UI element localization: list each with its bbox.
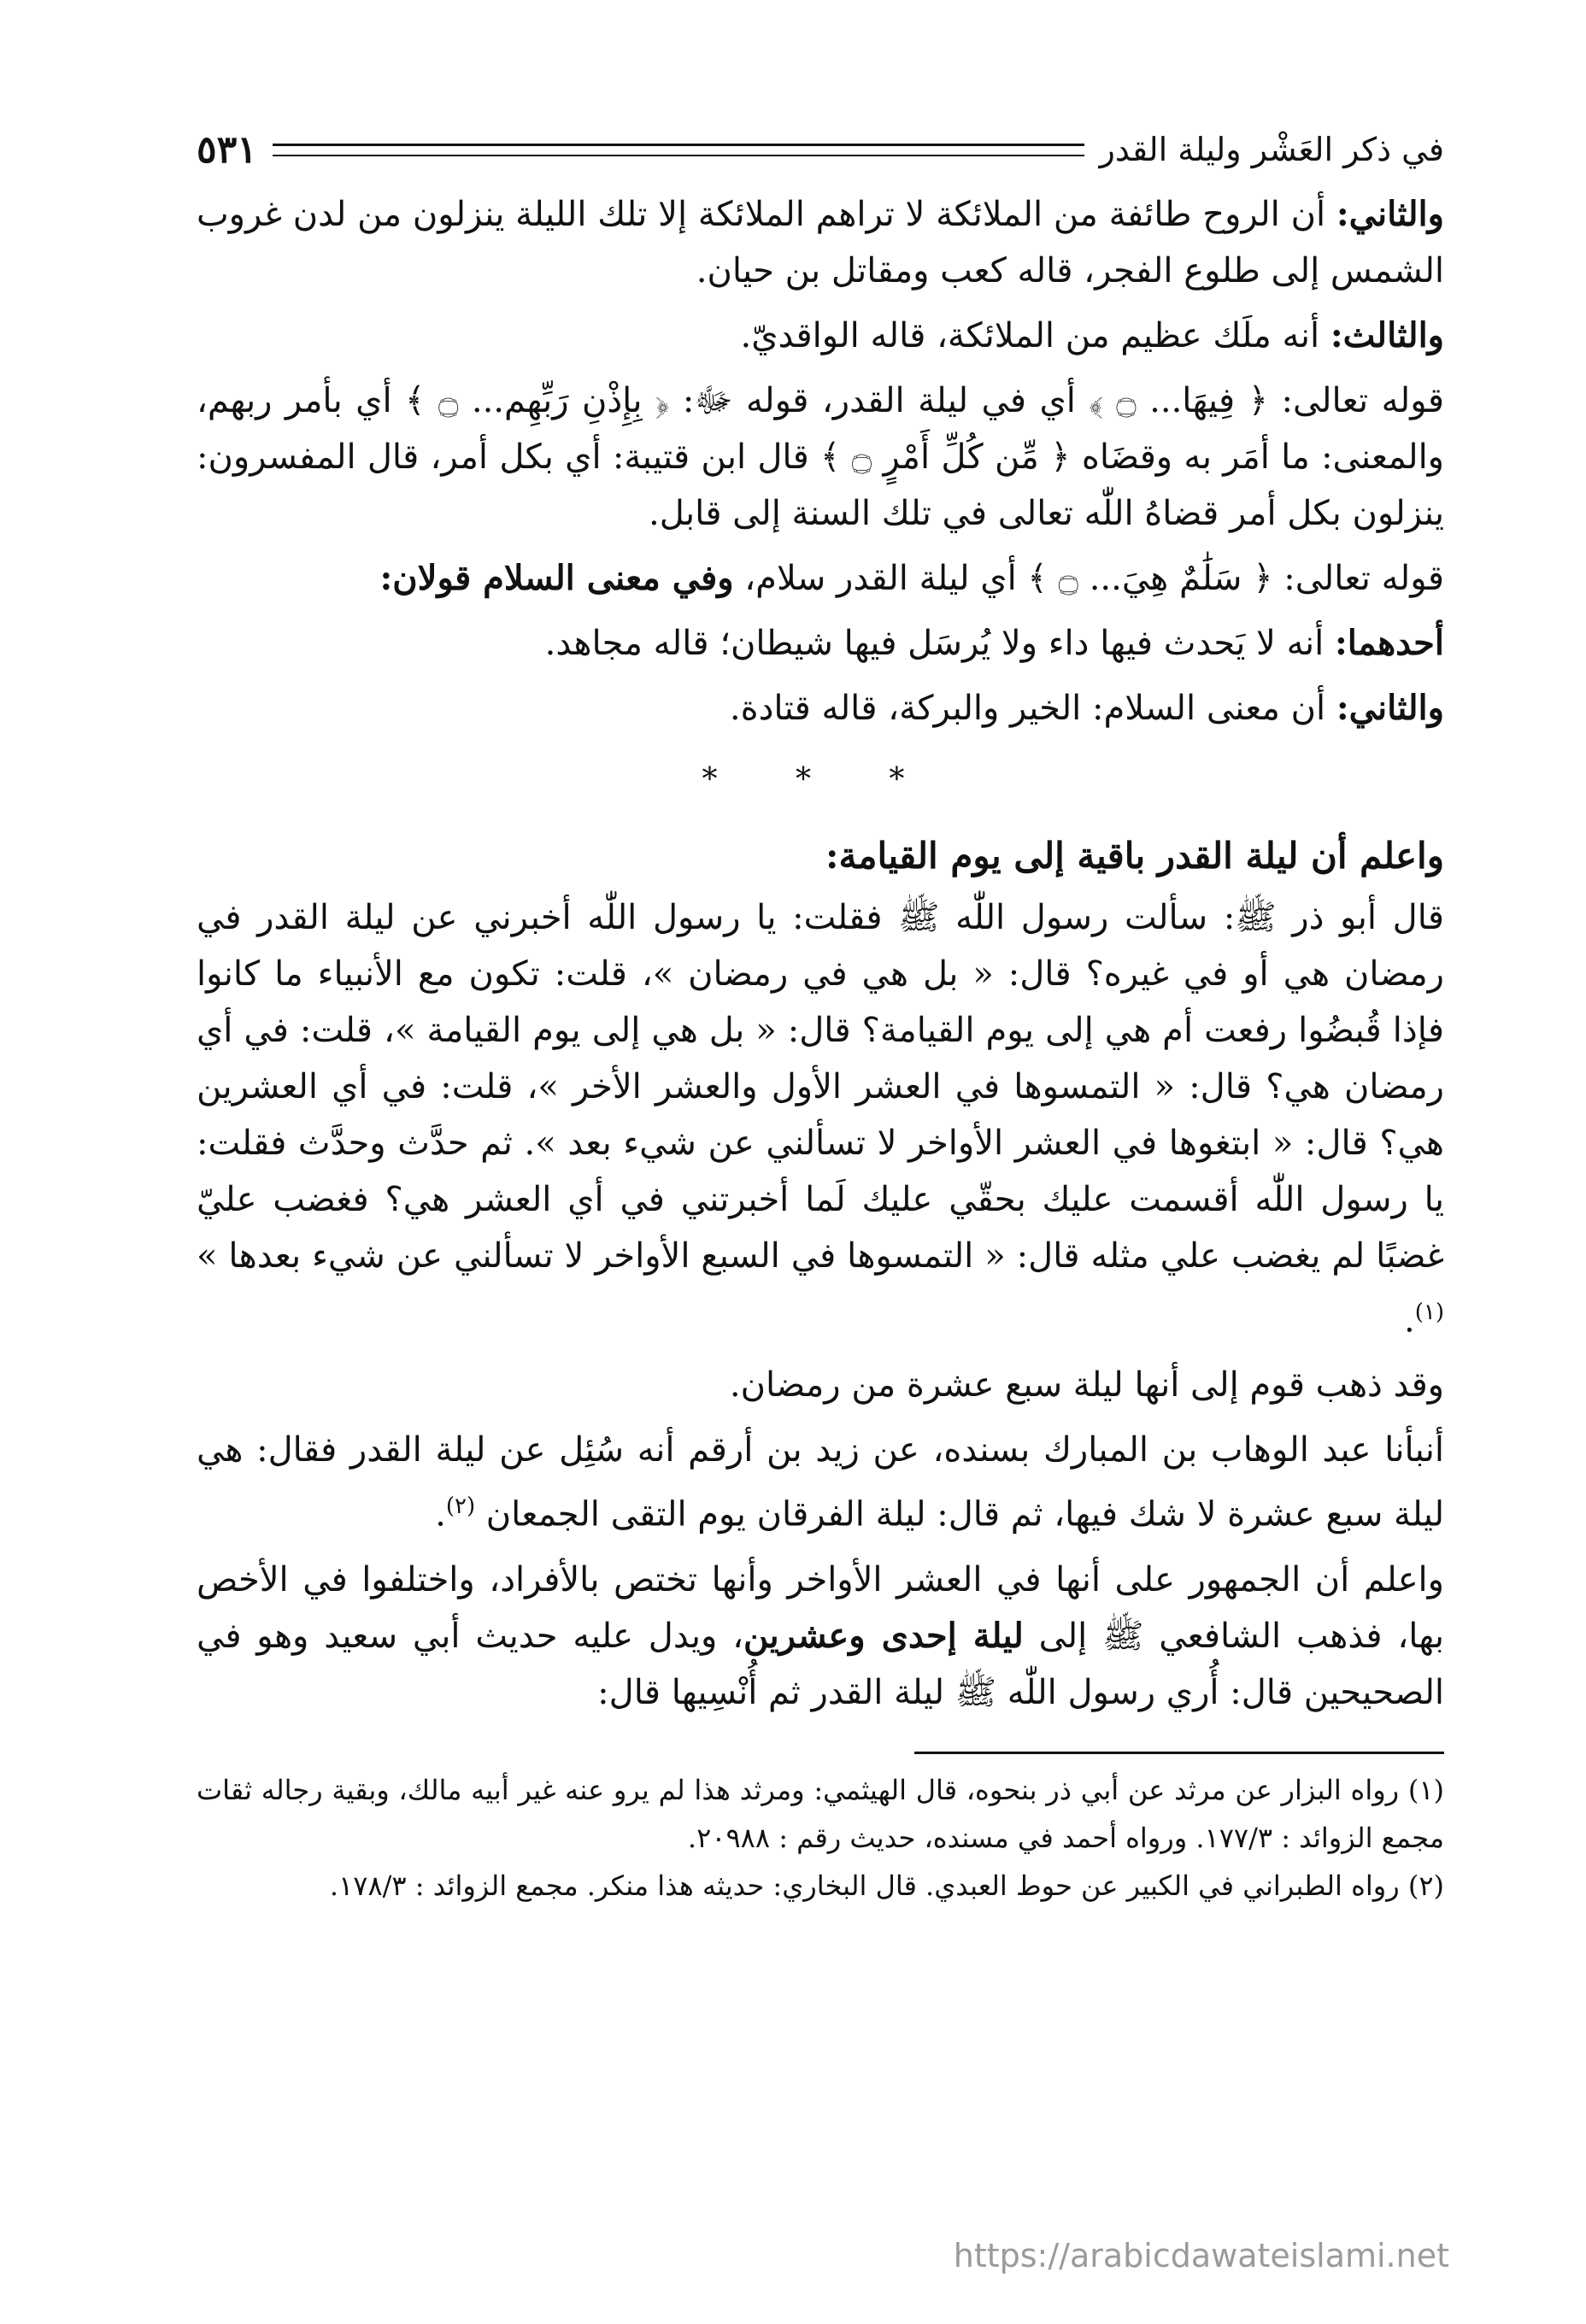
paragraph-seventeenth-night xyxy=(197,1357,1444,1413)
section-heading: واعلم أن ليلة القدر باقية إلى يوم القيامة: xyxy=(825,835,1444,877)
book-page xyxy=(197,120,1444,1910)
paragraph-text: أن معنى السلام: الخير والبركة، قاله قتادة. xyxy=(729,689,1336,728)
footnote-1: (١) رواه البزار عن مرثد عن أبي ذر بنحوه، قال الهيثمي: ومرثد هذا لم يرو عنه غير أبيه مالك، وبقية رجاله ثقات مجمع الزوائد : ١٧٧/٣. ورواه أحمد في مسنده، حديث رقم : ٢٠٩٨٨. xyxy=(197,1773,1444,1854)
paragraph-bold-phrase: ليلة إحدى وعشرين xyxy=(743,1615,1024,1656)
running-title: في ذكر العَشْر وليلة القدر xyxy=(1099,131,1444,168)
paragraph-second-meaning xyxy=(197,680,1444,737)
paragraph-text: أن الروح طائفة من الملائكة لا تراهم الملائكة إلا تلك الليلة ينزلون من لدن غروب الشمس إلى طلوع الفجر، قاله كعب ومقاتل بن حيان. xyxy=(197,195,1444,290)
page-header xyxy=(197,120,1444,179)
paragraph-lead: والثاني: xyxy=(1336,688,1444,728)
paragraph-first-meaning xyxy=(197,615,1444,672)
footnote-rule xyxy=(914,1752,1444,1754)
paragraph-second-view xyxy=(197,186,1444,299)
paragraph-text: واعلم أن الجمهور على أنها في العشر الأواخر وأنها تختص بالأفراد، واختلفوا في الأخص بها، فذهب الشافعي ﷺ إلى xyxy=(197,1559,1445,1656)
paragraph-text: أنه لا يَحدث فيها داء ولا يُرسَل فيها شيطان؛ قاله مجاهد. xyxy=(544,624,1335,663)
paragraph-zaid-narration xyxy=(197,1422,1444,1542)
header-rule xyxy=(273,144,1084,156)
paragraph-majority-view xyxy=(197,1552,1444,1721)
footnote-2: (٢) رواه الطبراني في الكبير عن حوط العبدي. قال البخاري: حديثه هذا منكر. مجمع الزوائد : ١٧٨/٣. xyxy=(329,1869,1444,1902)
paragraph-lead: والثاني: xyxy=(1336,194,1444,234)
paragraph-verse-salam xyxy=(197,550,1444,607)
page-number: ٥٣١ xyxy=(197,127,257,172)
paragraph-end: . xyxy=(1404,1300,1415,1341)
paragraph-text: وقد ذهب قوم إلى أنها ليلة سبع عشرة من رمضان. xyxy=(729,1365,1444,1406)
paragraph-text: أنه ملَك عظيم من الملائكة، قاله الواقديّ. xyxy=(740,316,1330,355)
footnote-ref-2[interactable]: (٢) xyxy=(445,1494,476,1520)
section-separator: * * * xyxy=(702,762,939,797)
paragraph-verse-fiha xyxy=(197,373,1444,542)
paragraph-abu-dharr-hadith xyxy=(197,889,1444,1348)
paragraph-text: أنبأنا عبد الوهاب بن المبارك بسنده، عن زيد بن أرقم أنه سُئِل عن ليلة القدر فقال: هي ليلة سبع عشرة لا شك فيها، ثم قال: ليلة الفرقان يوم التقى الجمعان xyxy=(197,1430,1444,1535)
paragraph-lead: والثالث: xyxy=(1330,315,1444,355)
paragraph-lead: أحدهما: xyxy=(1334,623,1444,663)
paragraph-text: قوله تعالى: ﴿ فِيهَا... ۝ ﴾ أي في ليلة القدر، قوله ﷻ: ﴿ بِإِذْنِ رَبِّهِم... ۝ ﴾ أي بأمر ربهم، والمعنى: ما أمَر به وقضَاه ﴿ مِّن كُلِّ أَمْرٍ ۝ ﴾ قال ابن قتيبة: أي بكل أمر، قال المفسرون: ينزلون بكل أمر قضاهُ اللّٰه تعالى في تلك السنة إلى قابل. xyxy=(197,381,1444,533)
paragraph-text-after: ، ويدل عليه حديث أبي سعيد وهو في الصحيحين قال: أُري رسول اللّٰه ﷺ ليلة القدر ثم أُنْسِيها قال: xyxy=(197,1616,1444,1712)
paragraph-bold-tail: وفي معنى السلام قولان: xyxy=(379,558,734,598)
paragraph-text: قوله تعالى: ﴿ سَلَٰمٌ هِيَ... ۝ ﴾ أي ليلة القدر سلام، xyxy=(733,559,1444,598)
paragraph-third-view xyxy=(197,308,1444,364)
site-watermark: https://arabicdawateislami.net xyxy=(953,2237,1449,2274)
paragraph-text: قال أبو ذر ﷺ: سألت رسول اللّٰه ﷺ فقلت: يا رسول اللّٰه أخبرني عن ليلة القدر في رمضان هي أو في غيره؟ قال: « بل هي في رمضان »، قلت: تكون مع الأنبياء ما كانوا فإذا قُبضُوا رفعت أم هي إلى يوم القيامة؟ قال: « بل هي إلى يوم القيامة »، قلت: في أي رمضان هي؟ قال: « التمسوها في العشر الأول والعشر الأخر »، قلت: في أي العشرين هي؟ قال: « ابتغوها في العشر الأواخر لا تسألني عن شيء بعد ». ثم حدَّث وحدَّث فقلت: يا رسول اللّٰه أقسمت عليك بحقّي عليك لَما أخبرتني في أي العشر هي؟ فغضب عليّ غضبًا لم يغضب علي مثله قال: « التمسوها في السبع الأواخر لا تسألني عن شيء بعدها » xyxy=(197,898,1444,1276)
footnote-ref-1[interactable]: (١) xyxy=(1414,1300,1444,1325)
paragraph-end: . xyxy=(435,1494,446,1535)
